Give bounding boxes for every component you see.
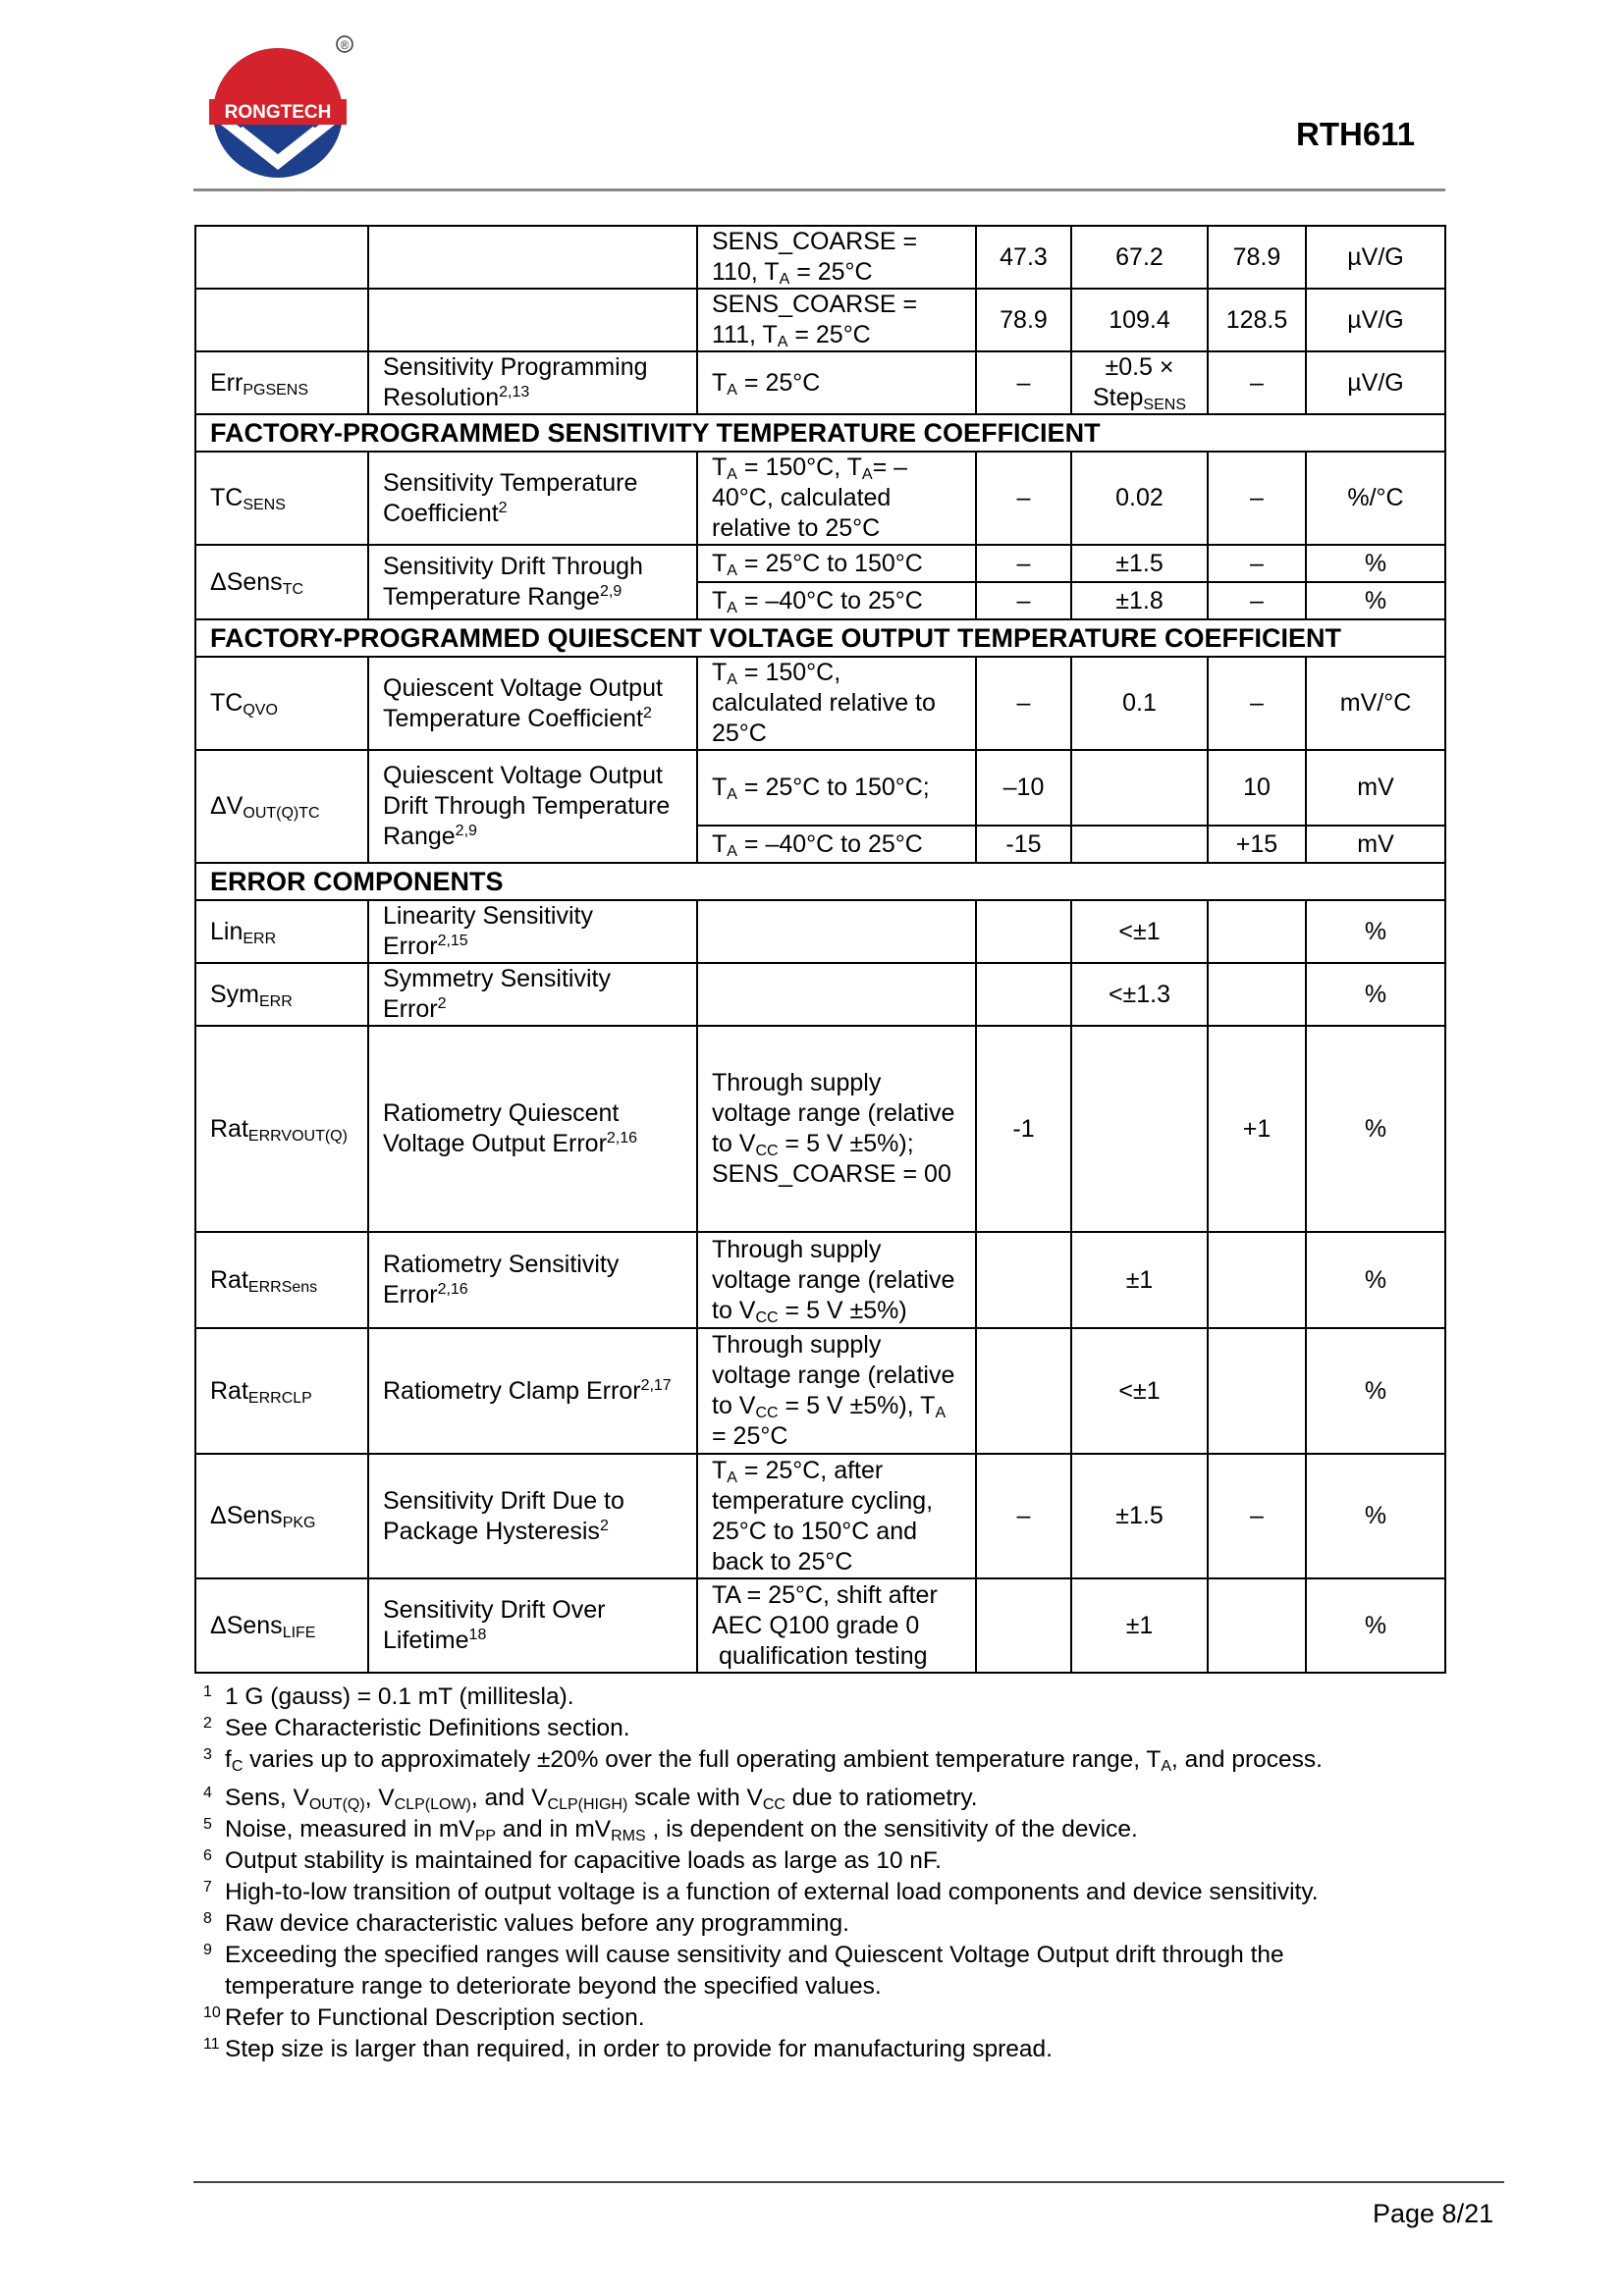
typ-cell: ±1 [1071, 1232, 1208, 1328]
condition-cell: $T_A = -40^\circ C$ to 25°C [697, 826, 976, 863]
min-cell: – [976, 582, 1071, 619]
max-cell: +1 [1208, 1026, 1306, 1232]
min-cell: -15 [976, 826, 1071, 863]
parameter-cell: Ratiometry Sensitivity Error$^{2,16}$ [368, 1232, 697, 1328]
parameter-cell: Sensitivity Drift Due to Package Hysteresis$^2$ [368, 1454, 697, 1578]
footnote-3: 3 $f_C$ varies up to approximately ±20% over the full operating ambient temperature range, $T_A$, and process. [203, 1746, 1323, 1775]
condition-cell [697, 963, 976, 1026]
footnote-10: 10 Refer to Functional Description section. [203, 2004, 645, 2031]
symbol-cell: Rat$_{ERRSens}$ [195, 1232, 368, 1328]
footnote-4: 4 Sens, $V_{OUT(Q)}$, $V_{CLP(LOW)}$, and $V_{CLP(HIGH)}$ scale with $V_{CC}$ due to ratiometry. [203, 1785, 978, 1813]
parameter-cell: Quiescent Voltage Output Temperature Coefficient$^2$ [368, 657, 697, 750]
unit-cell: % [1306, 1328, 1445, 1454]
parameter-cell: Ratiometry Clamp Error$^{2,17}$ [368, 1328, 697, 1454]
max-cell [1208, 900, 1306, 963]
typ-cell: <±1 [1071, 900, 1208, 963]
max-cell: – [1208, 351, 1306, 414]
min-cell [976, 1232, 1071, 1328]
unit-cell: µV/G [1306, 226, 1445, 289]
unit-cell: %/°C [1306, 452, 1445, 545]
footnote-8: 8 Raw device characteristic values before any programming. [203, 1910, 849, 1937]
min-cell: – [976, 1454, 1071, 1578]
table-row [195, 963, 1445, 1026]
max-cell [1208, 1232, 1306, 1328]
max-cell: +15 [1208, 826, 1306, 863]
condition-cell: $T_A = 150^\circ C$, calculated relative to 25°C [697, 657, 976, 750]
section-title: ERROR COMPONENTS [195, 863, 1445, 900]
unit-cell: µV/G [1306, 289, 1445, 351]
typ-cell: 0.02 [1071, 452, 1208, 545]
unit-cell: % [1306, 1578, 1445, 1673]
max-cell [1208, 1328, 1306, 1454]
max-cell: 128.5 [1208, 289, 1306, 351]
parameter-cell: Quiescent Voltage Output Drift Through Temperature Range$^{2,9}$ [368, 750, 697, 863]
header-rule [193, 188, 1445, 191]
footnote-6: 6 Output stability is maintained for capacitive loads as large as 10 nF. [203, 1847, 942, 1874]
condition-cell: SENS_COARSE = 110, $T_A = 25^\circ C$ [697, 226, 976, 289]
typ-cell: 0.1 [1071, 657, 1208, 750]
typ-cell: ±0.5 × Step$_{SENS}$ [1071, 351, 1208, 414]
table-row [195, 289, 1445, 351]
typ-cell: ±1 [1071, 1578, 1208, 1673]
table-row [195, 1026, 1445, 1232]
table-row [195, 1578, 1445, 1673]
condition-cell: Through supply voltage range (relative to $V_{CC} = 5$ V ±5%); SENS_COARSE = 00 [697, 1026, 976, 1232]
table-row [195, 226, 1445, 289]
condition-cell: Through supply voltage range (relative to $V_{CC} = 5$ V ±5%), $T_A$ = 25°C [697, 1328, 976, 1454]
min-cell: – [976, 351, 1071, 414]
symbol-cell: Lin$_{ERR}$ [195, 900, 368, 963]
rongtech-logo [201, 34, 358, 182]
typ-cell [1071, 750, 1208, 826]
unit-cell: mV [1306, 826, 1445, 863]
condition-cell: Through supply voltage range (relative to $V_{CC} = 5$ V ±5%) [697, 1232, 976, 1328]
table-row [195, 1454, 1445, 1578]
condition-cell: $T_A = 25^\circ C$, after temperature cycling, 25°C to 150°C and back to 25°C [697, 1454, 976, 1578]
min-cell [976, 900, 1071, 963]
condition-cell: $T_A = 25^\circ C$ to 150°C [697, 545, 976, 582]
footnotes [203, 1682, 1480, 2065]
condition-cell [697, 900, 976, 963]
section-header-row [195, 414, 1445, 452]
min-cell: -1 [976, 1026, 1071, 1232]
section-title: FACTORY-PROGRAMMED SENSITIVITY TEMPERATURE COEFFICIENT [195, 414, 1445, 452]
min-cell: 78.9 [976, 289, 1071, 351]
condition-cell: $T_A = -40^\circ C$ to 25°C [697, 582, 976, 619]
table-row [195, 900, 1445, 963]
logo-brand-text: RONGTECH [224, 102, 332, 123]
table-row [195, 452, 1445, 545]
symbol-cell: Rat$_{ERRCLP}$ [195, 1328, 368, 1454]
min-cell: – [976, 657, 1071, 750]
min-cell: – [976, 452, 1071, 545]
section-title: FACTORY-PROGRAMMED QUIESCENT VOLTAGE OUTPUT TEMPERATURE COEFFICIENT [195, 619, 1445, 657]
typ-cell: ±1.8 [1071, 582, 1208, 619]
specification-table [194, 225, 1446, 1674]
unit-cell: % [1306, 545, 1445, 582]
symbol-cell: $TC_{QVO}$ [195, 657, 368, 750]
min-cell: – [976, 545, 1071, 582]
parameter-cell: Symmetry Sensitivity Error$^2$ [368, 963, 697, 1026]
parameter-cell [368, 289, 697, 351]
symbol-cell: ΔSens$_{TC}$ [195, 545, 368, 619]
parameter-cell: Linearity Sensitivity Error$^{2,15}$ [368, 900, 697, 963]
typ-cell: ±1.5 [1071, 1454, 1208, 1578]
typ-cell: <±1.3 [1071, 963, 1208, 1026]
section-header-row [195, 863, 1445, 900]
condition-cell: SENS_COARSE = 111, $T_A = 25^\circ C$ [697, 289, 976, 351]
condition-cell: $T_A = 25^\circ C$ to 150°C; [697, 750, 976, 826]
unit-cell: % [1306, 900, 1445, 963]
condition-cell: TA = 25°C, shift after AEC Q100 grade 0 qualification testing [697, 1578, 976, 1673]
max-cell: – [1208, 1454, 1306, 1578]
typ-cell: 109.4 [1071, 289, 1208, 351]
typ-cell: ±1.5 [1071, 545, 1208, 582]
symbol-cell: Err$_{PGSENS}$ [195, 351, 368, 414]
symbol-cell: $\Delta V_{OUT(Q)TC}$ [195, 750, 368, 863]
parameter-cell: Sensitivity Programming Resolution$^{2,13}$ [368, 351, 697, 414]
section-header-row [195, 619, 1445, 657]
max-cell: – [1208, 582, 1306, 619]
symbol-cell: ΔSens$_{PKG}$ [195, 1454, 368, 1578]
min-cell: –10 [976, 750, 1071, 826]
footnote-1: 1 1 G (gauss) = 0.1 mT (millitesla). [203, 1683, 574, 1710]
parameter-cell: Sensitivity Temperature Coefficient$^2$ [368, 452, 697, 545]
unit-cell: mV [1306, 750, 1445, 826]
symbol-cell: $TC_{SENS}$ [195, 452, 368, 545]
parameter-cell: Ratiometry Quiescent Voltage Output Error$^{2,16}$ [368, 1026, 697, 1232]
footnote-9: 9 Exceeding the specified ranges will cause sensitivity and Quiescent Voltage Output drift through the temperature range to deteriorate beyond the specified values. [203, 1942, 1284, 2000]
typ-cell: <±1 [1071, 1328, 1208, 1454]
min-cell [976, 1328, 1071, 1454]
footnote-2: 2 See Characteristic Definitions section. [203, 1715, 630, 1741]
table-row [195, 1328, 1445, 1454]
unit-cell: % [1306, 1454, 1445, 1578]
unit-cell: µV/G [1306, 351, 1445, 414]
typ-cell [1071, 826, 1208, 863]
min-cell: 47.3 [976, 226, 1071, 289]
condition-cell: $T_A = 25^\circ C$ [697, 351, 976, 414]
footer-rule [193, 2181, 1504, 2183]
model-number: RTH611 [1296, 116, 1416, 152]
unit-cell: % [1306, 963, 1445, 1026]
parameter-cell: Sensitivity Drift Through Temperature Range$^{2,9}$ [368, 545, 697, 619]
max-cell [1208, 963, 1306, 1026]
typ-cell: 67.2 [1071, 226, 1208, 289]
footnote-5: 5 Noise, measured in $mV_{PP}$ and in $mV_{RMS}$ , is dependent on the sensitivity of the device. [203, 1816, 1138, 1844]
table-row [195, 750, 1445, 826]
typ-cell [1071, 1026, 1208, 1232]
unit-cell: % [1306, 1232, 1445, 1328]
symbol-cell [195, 289, 368, 351]
max-cell: 10 [1208, 750, 1306, 826]
table-row [195, 657, 1445, 750]
table-row [195, 351, 1445, 414]
page-number: Page 8/21 [1373, 2199, 1494, 2228]
condition-cell: $T_A = 150^\circ C$, $T_A=$ – 40°C, calculated relative to 25°C [697, 452, 976, 545]
max-cell: – [1208, 657, 1306, 750]
max-cell: – [1208, 545, 1306, 582]
symbol-cell: ΔSens$_{LIFE}$ [195, 1578, 368, 1673]
unit-cell: % [1306, 1026, 1445, 1232]
unit-cell: mV/°C [1306, 657, 1445, 750]
registered-mark: ® [340, 38, 350, 52]
parameter-cell [368, 226, 697, 289]
parameter-cell: Sensitivity Drift Over Lifetime$^{18}$ [368, 1578, 697, 1673]
footnote-7: 7 High-to-low transition of output voltage is a function of external load components and device sensitivity. [203, 1879, 1319, 1905]
min-cell [976, 963, 1071, 1026]
table-row [195, 1232, 1445, 1328]
max-cell: – [1208, 452, 1306, 545]
min-cell [976, 1578, 1071, 1673]
table-row [195, 545, 1445, 582]
footnote-11: 11 Step size is larger than required, in order to provide for manufacturing spread. [203, 2036, 1053, 2062]
max-cell [1208, 1578, 1306, 1673]
unit-cell: % [1306, 582, 1445, 619]
symbol-cell: Sym$_{ERR}$ [195, 963, 368, 1026]
max-cell: 78.9 [1208, 226, 1306, 289]
symbol-cell: Rat$_{ERRVOUT(Q)}$ [195, 1026, 368, 1232]
symbol-cell [195, 226, 368, 289]
